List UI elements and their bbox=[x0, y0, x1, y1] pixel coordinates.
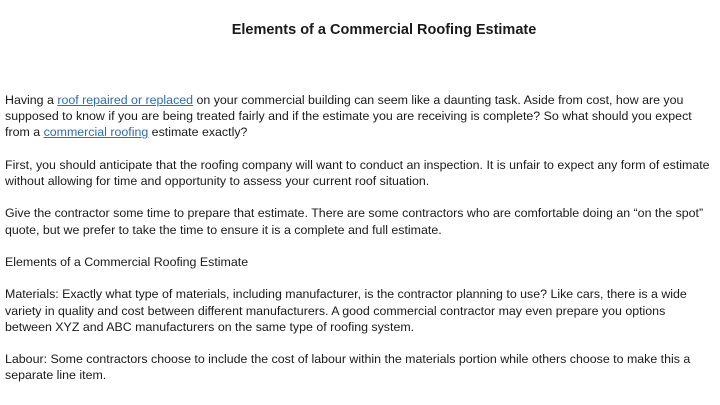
section-heading: Elements of a Commercial Roofing Estimate bbox=[5, 254, 249, 269]
inspection-paragraph: First, you should anticipate that the roofing company will want to conduct an inspection. It is unfair to expect any form of estimate without allowing for time and opportunity to assess your current roof situation. bbox=[5, 157, 710, 188]
intro-paragraph bbox=[5, 92, 715, 141]
preparation-paragraph: Give the contractor some time to prepare that estimate. There are some contractors who are comfortable doing an “on the spot” quote, but we prefer to take the time to ensure it is a complete and full estimate. bbox=[5, 206, 704, 237]
intro-text-3: estimate exactly? bbox=[148, 125, 248, 140]
document-title: Elements of a Commercial Roofing Estimate bbox=[231, 22, 537, 38]
intro-text-2: on your commercial building can seem like a daunting task. Aside from cost, how are you supposed to know if you are being treated fairly and if the estimate you are receiving is complete? So what should you expect from a bbox=[5, 93, 692, 140]
intro-text-1: Having a bbox=[5, 93, 58, 107]
commercial-roofing-link[interactable]: commercial roofing bbox=[43, 125, 149, 140]
document-body bbox=[5, 92, 715, 400]
labour-paragraph: Labour: Some contractors choose to include the cost of labour within the materials portion while others choose to make this a separate line item. bbox=[5, 352, 691, 383]
roof-repair-link[interactable]: roof repaired or replaced bbox=[57, 93, 194, 107]
materials-paragraph: Materials: Exactly what type of materials, including manufacturer, is the contractor planning to use? Like cars, there is a wide variety in quality and cost between different manufacturers. A good commercial contractor may even prepare you options between XYZ and ABC manufacturers on the same type of roofing system. bbox=[5, 287, 687, 334]
